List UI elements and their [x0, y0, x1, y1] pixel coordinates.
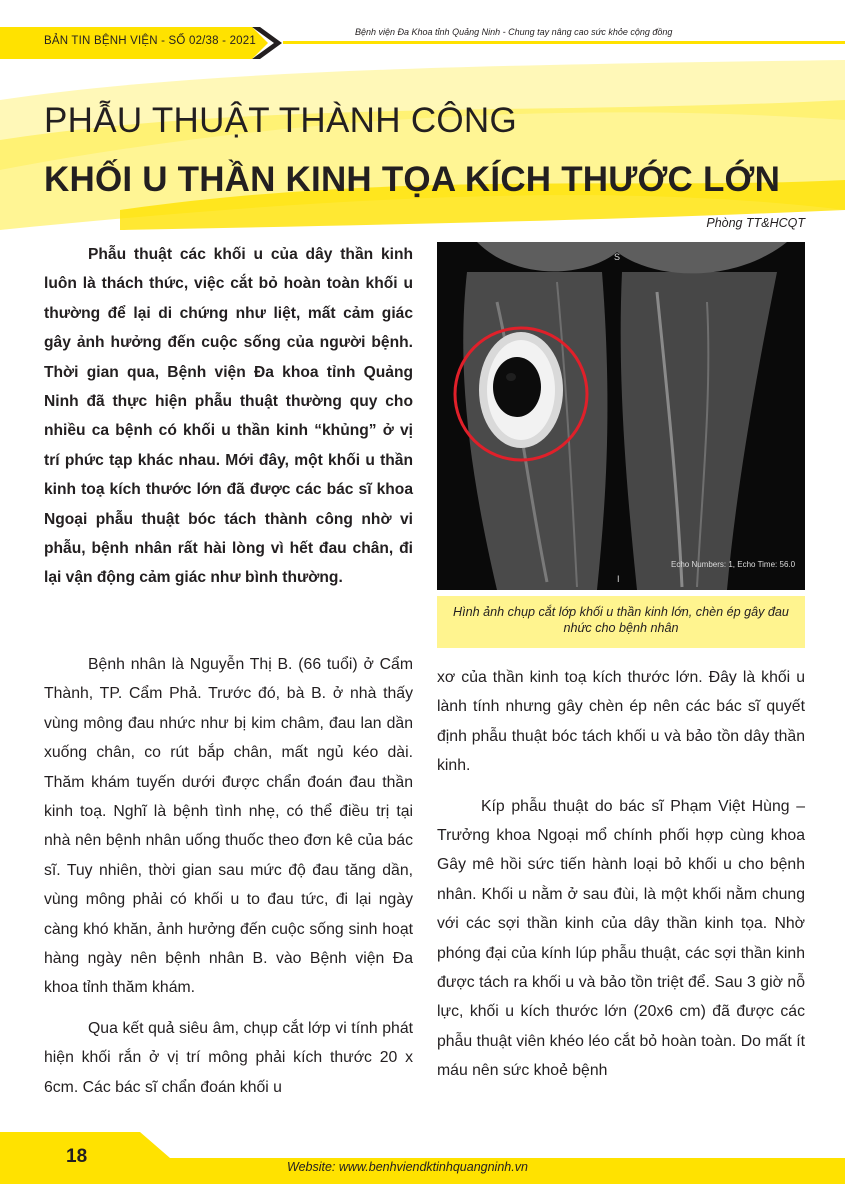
page-number: 18 — [66, 1146, 88, 1167]
lead-paragraph: Phẫu thuật các khối u của dây thần kinh luôn là thách thức, việc cắt bỏ hoàn toàn khối u thường để lại di chứng như liệt, mất cảm giác gây ảnh hưởng đến cuộc sống của người bệnh. Thời gian qua, Bệnh viện Đa khoa tỉnh Quảng Ninh đã thực hiện phẫu thuật thường quy cho nhiều ca bệnh có khối u thần kinh “khủng” ở vị trí phức tạp khác nhau. Mới đây, một khối u thần kinh toạ kích thước lớn đã được các bác sĩ khoa Ngoại phẫu thuật bóc tách thành công nhờ vi phẫu, bệnh nhân rất hài lòng vì hết đau chân, đi lại vận động cảm giác như bình thường. — [44, 246, 413, 587]
body-paragraph: Qua kết quả siêu âm, chụp cắt lớp vi tính phát hiện khối rắn ở vị trí mông phải kích thước 20 x 6cm. Các bác sĩ chẩn đoán khối u — [44, 1019, 413, 1096]
body-paragraph: xơ của thần kinh toạ kích thước lớn. Đây là khối u lành tính nhưng gây chèn ép nên các bác sĩ quyết định phẫu thuật bóc tách khối u và bảo tồn dây thần kinh. — [437, 669, 805, 775]
mri-marker-bottom: I — [617, 574, 620, 584]
body-paragraph: Kíp phẫu thuật do bác sĩ Phạm Việt Hùng – Trưởng khoa Ngoại mổ chính phối hợp cùng khoa Gây mê hồi sức tiến hành loại bỏ khối u cho bệnh nhân. Khối u nằm ở sau đùi, là một khối nằm chung với các sợi thần kinh của dây thần kinh tọa. Nhờ phóng đại của kính lúp phẫu thuật, các sợi thần kinh được tách ra khối u và bảo tồn triệt để. Sau 3 giờ nỗ lực, khối u kích thước lớn (20x6 cm) đã được các phẫu thuật viên khéo léo cắt bỏ hoàn toàn. Do mất ít máu nên sức khoẻ bệnh — [437, 797, 805, 1080]
hospital-slogan: Bệnh viện Đa Khoa tỉnh Quảng Ninh - Chung tay nâng cao sức khỏe cộng đồng — [355, 27, 673, 37]
article-lead — [44, 240, 413, 593]
mri-marker-top: S — [614, 252, 621, 262]
mri-image — [437, 242, 805, 590]
website-link[interactable]: Website: www.benhviendktinhquangninh.vn — [287, 1160, 528, 1174]
article-title-line2: KHỐI U THẦN KINH TỌA KÍCH THƯỚC LỚN — [44, 160, 781, 199]
mri-echo-readout: Echo Numbers: 1, Echo Time: 56.0 — [671, 560, 796, 569]
header-rule — [283, 41, 845, 44]
image-caption: Hình ảnh chụp cắt lớp khối u thần kinh lớn, chèn ép gây đau nhức cho bệnh nhân — [437, 596, 805, 648]
left-column — [44, 650, 413, 1102]
article-byline: Phòng TT&HCQT — [706, 216, 805, 230]
body-paragraph: Bệnh nhân là Nguyễn Thị B. (66 tuổi) ở Cẩm Thành, TP. Cẩm Phả. Trước đó, bà B. ở nhà thấy vùng mông đau nhức như bị kim châm, đau lan dần xuống chân, co rút bắp chân, mất ngủ kéo dài. Thăm khám tuyến dưới được chẩn đoán đau thần kinh toạ. Nghĩ là bệnh tình nhẹ, có thể điều trị tại nhà nên bệnh nhân uống thuốc theo đơn kê của bác sĩ. Tuy nhiên, thời gian sau mức độ đau tăng dần, vùng mông phải có khối u to đau tức, đi lại ngày càng khó khăn, ảnh hưởng đến cuộc sống sinh hoạt hàng ngày nên bệnh nhân B. vào Bệnh viện Đa khoa tỉnh thăm khám. — [44, 656, 413, 997]
article-title-line1: PHẪU THUẬT THÀNH CÔNG — [44, 101, 518, 140]
newsletter-issue-label: BẢN TIN BỆNH VIỆN - SỐ 02/38 - 2021 — [44, 35, 256, 47]
footer-banner — [0, 1132, 845, 1184]
right-column — [437, 663, 805, 1086]
